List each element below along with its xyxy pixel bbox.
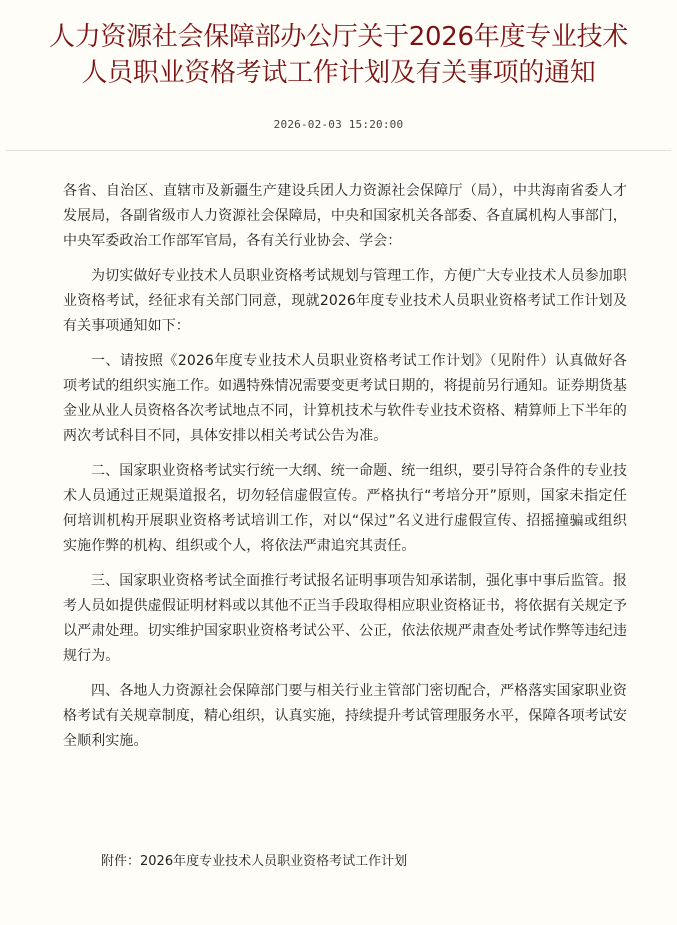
item-2-paragraph: 二、国家职业资格考试实行统一大纲、统一命题、统一组织，要引导符合条件的专业技术人员通过正规渠道报名，切勿轻信虚假宣传。严格执行“考培分开”原则，国家未指定任何培训机构开展职业资格考试培训工作，对以“保过”名义进行虚假宣传、招摇撞骗或组织实施作弊的机构、组织或个人，将依法严肃追究其责任。 xyxy=(63,463,627,554)
publish-datetime: 2026-02-03 15:20:00 xyxy=(273,118,404,131)
item-3-paragraph: 三、国家职业资格考试全面推行考试报名证明事项告知承诺制，强化事中事后监管。报考人员如提供虚假证明材料或以其他不正当手段取得相应职业资格证书，将依据有关规定予以严肃处理。切实维护国家职业资格考试公平、公正，依法依规严肃查处考试作弊等违纪违规行为。 xyxy=(63,573,627,664)
title-line-2: 人员职业资格考试工作计划及有关事项的通知 xyxy=(81,58,596,88)
item-4-paragraph: 四、各地人力资源社会保障部门要与相关行业主管部门密切配合，严格落实国家职业资格考试有关规章制度，精心组织，认真实施，持续提升考试管理服务水平，保障各项考试安全顺利实施。 xyxy=(63,683,627,749)
intro-paragraph: 为切实做好专业技术人员职业资格考试规划与管理工作，方便广大专业技术人员参加职业资格考试，经征求有关部门同意，现就2026年度专业技术人员职业资格考试工作计划及有关事项通知如下： xyxy=(63,268,627,334)
item-1-paragraph: 一、请按照《2026年度专业技术人员职业资格考试工作计划》（见附件）认真做好各项考试的组织实施工作。如遇特殊情况需要变更考试日期的，将提前另行通知。证券期货基金业从业人员资格各次考试地点不同，计算机技术与软件专业技术资格、精算师上下半年的两次考试科目不同，具体安排以相关考试公告为准。 xyxy=(63,353,627,444)
page-title xyxy=(0,0,677,91)
notice-body xyxy=(63,151,627,754)
addressee-paragraph: 各省、自治区、直辖市及新疆生产建设兵团人力资源社会保障厅（局），中共海南省委人才发展局，各副省级市人力资源社会保障局，中央和国家机关各部委、各直属机构人事部门，中央军委政治工作部军官局，各有关行业协会、学会： xyxy=(63,183,627,249)
title-line-1: 人力资源社会保障部办公厅关于2026年度专业技术 xyxy=(49,22,628,52)
attachment-line: 附件：2026年度专业技术人员职业资格考试工作计划 xyxy=(101,854,408,869)
